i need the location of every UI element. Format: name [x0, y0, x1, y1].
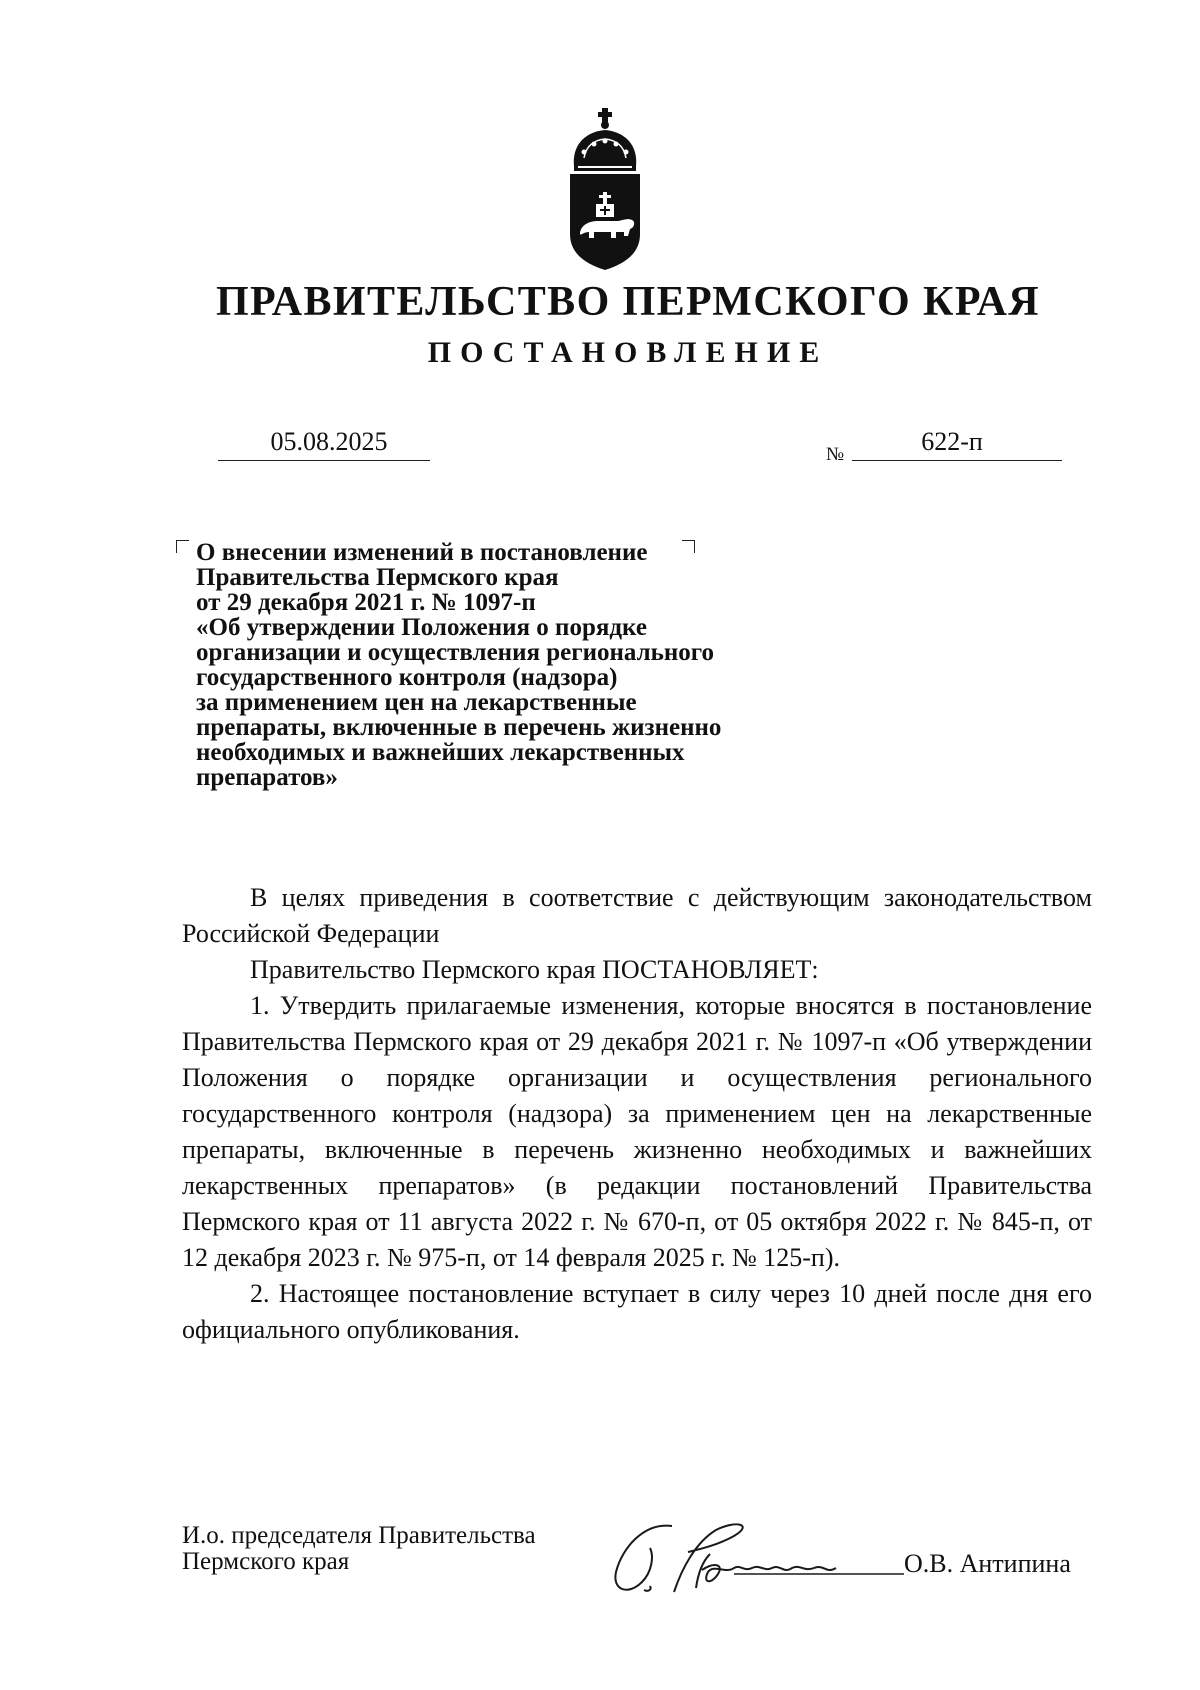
subject-line: организации и осуществления регионального — [196, 639, 715, 666]
document-body — [182, 880, 1092, 1348]
body-paragraph-preamble: В целях приведения в соответствие с действующим законодательством Российской Федерации — [182, 883, 1092, 948]
subject-line: препараты, включенные в перечень жизненно — [196, 714, 722, 741]
subject-bracket-left — [176, 540, 189, 553]
subject-line: О внесении изменений в постановление — [196, 539, 648, 566]
body-paragraph-resolves: Правительство Пермского края ПОСТАНОВЛЯЕТ: — [250, 955, 819, 984]
subject-line: государственного контроля (надзора) — [196, 664, 618, 691]
number-label: № — [826, 444, 845, 465]
document-date: 05.08.2025 — [218, 424, 430, 461]
document-number: 622-п — [852, 424, 1062, 461]
signatory-role-line: Пермского края — [182, 1548, 350, 1575]
subject-line: от 29 декабря 2021 г. № 1097-п — [196, 589, 536, 616]
document-type: ПОСТАНОВЛЕНИЕ — [427, 336, 829, 369]
signatory-name: О.В. Антипина — [904, 1549, 1071, 1578]
handwritten-signature — [604, 1512, 904, 1600]
coat-of-arms-icon — [566, 108, 644, 270]
subject-line: Правительства Пермского края — [196, 564, 559, 591]
signatory-role — [182, 1523, 536, 1575]
body-paragraph-item-2: 2. Настоящее постановление вступает в силу через 10 дней после дня его официального опубликования. — [182, 1279, 1092, 1344]
subject-line: за применением цен на лекарственные — [196, 689, 637, 716]
document-subject — [196, 540, 816, 790]
organization-title: ПРАВИТЕЛЬСТВО ПЕРМСКОГО КРАЯ — [215, 279, 1040, 325]
body-paragraph-item-1: 1. Утвердить прилагаемые изменения, которые вносятся в постановление Правительства Пермского края от 29 декабря 2021 г. № 1097-п «Об утверждении Положения о порядке организации и осуществления регионального государственного контроля (надзора) за применением цен на лекарственные препараты, включенные в перечень жизненно необходимых и важнейших лекарственных препаратов» (в редакции постановлений Правительства Пермского края от 11 августа 2022 г. № 670-п, от 05 октября 2022 г. № 845-п, от 12 декабря 2023 г. № 975-п, от 14 февраля 2025 г. № 125-п). — [182, 991, 1092, 1272]
subject-line: «Об утверждении Положения о порядке — [196, 614, 647, 641]
subject-line: необходимых и важнейших лекарственных — [196, 739, 685, 766]
subject-line: препаратов» — [196, 764, 338, 791]
signatory-role-line: И.о. председателя Правительства — [182, 1522, 536, 1549]
